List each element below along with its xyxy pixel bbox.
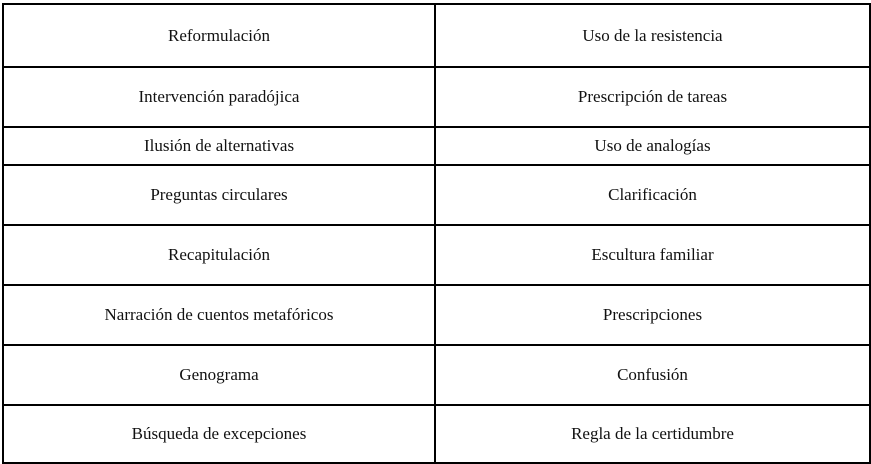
table-row [3,225,870,285]
table-cell: Regla de la certidumbre [435,405,870,463]
table-cell: Escultura familiar [435,225,870,285]
table-row [3,405,870,463]
table-cell: Búsqueda de excepciones [3,405,435,463]
table-cell: Intervención paradójica [3,67,435,127]
table-cell: Narración de cuentos metafóricos [3,285,435,345]
table-cell: Uso de analogías [435,127,870,165]
table-row [3,285,870,345]
table-row [3,127,870,165]
table-row [3,345,870,405]
table-cell: Reformulación [3,4,435,67]
table-cell: Prescripción de tareas [435,67,870,127]
table-row [3,165,870,225]
table-row [3,67,870,127]
table-cell: Genograma [3,345,435,405]
table-cell: Ilusión de alternativas [3,127,435,165]
table-cell: Prescripciones [435,285,870,345]
table-cell: Uso de la resistencia [435,4,870,67]
table-cell: Recapitulación [3,225,435,285]
table-cell: Confusión [435,345,870,405]
table-cell: Preguntas circulares [3,165,435,225]
techniques-table [2,3,871,464]
table-row [3,4,870,67]
table-cell: Clarificación [435,165,870,225]
